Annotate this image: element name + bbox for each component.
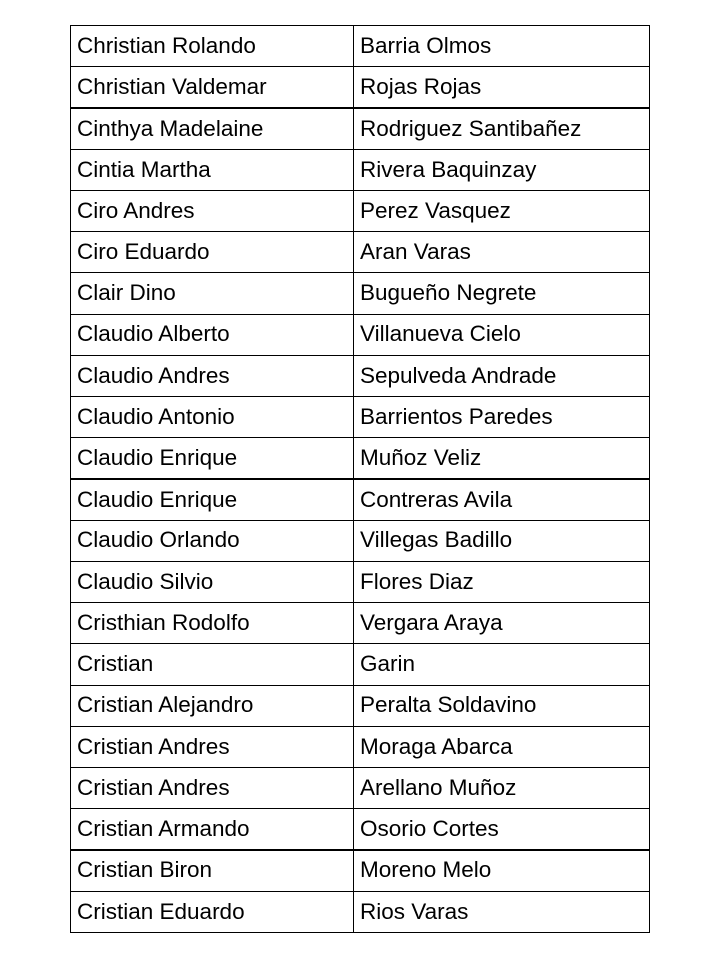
last-names-cell: Aran Varas: [354, 232, 650, 273]
last-names-cell: Moreno Melo: [354, 850, 650, 891]
last-names-cell: Barrientos Paredes: [354, 396, 650, 437]
first-names-cell: Claudio Orlando: [71, 520, 354, 561]
table-row: [71, 149, 650, 190]
table-row: [71, 479, 650, 520]
first-names-cell: Cristian: [71, 644, 354, 685]
first-names-cell: Claudio Andres: [71, 355, 354, 396]
first-names-cell: Claudio Alberto: [71, 314, 354, 355]
last-names-cell: Rivera Baquinzay: [354, 149, 650, 190]
first-names-cell: Ciro Eduardo: [71, 232, 354, 273]
table-row: [71, 26, 650, 67]
first-names-cell: Cristhian Rodolfo: [71, 603, 354, 644]
last-names-cell: Muñoz Veliz: [354, 438, 650, 479]
first-names-cell: Ciro Andres: [71, 190, 354, 231]
table-row: [71, 685, 650, 726]
last-names-cell: Rodriguez Santibañez: [354, 108, 650, 149]
last-names-cell: Moraga Abarca: [354, 726, 650, 767]
table-row: [71, 809, 650, 850]
first-names-cell: Claudio Enrique: [71, 479, 354, 520]
first-names-cell: Cristian Eduardo: [71, 891, 354, 932]
table-row: [71, 438, 650, 479]
first-names-cell: Cristian Andres: [71, 767, 354, 808]
first-names-cell: Christian Valdemar: [71, 67, 354, 108]
first-names-cell: Cristian Alejandro: [71, 685, 354, 726]
table-row: [71, 767, 650, 808]
last-names-cell: Bugueño Negrete: [354, 273, 650, 314]
last-names-cell: Barria Olmos: [354, 26, 650, 67]
first-names-cell: Cristian Biron: [71, 850, 354, 891]
first-names-cell: Cristian Armando: [71, 809, 354, 850]
last-names-cell: Arellano Muñoz: [354, 767, 650, 808]
first-names-cell: Cinthya Madelaine: [71, 108, 354, 149]
last-names-cell: Vergara Araya: [354, 603, 650, 644]
table-row: [71, 108, 650, 149]
table-row: [71, 850, 650, 891]
last-names-cell: Rojas Rojas: [354, 67, 650, 108]
first-names-cell: Cintia Martha: [71, 149, 354, 190]
first-names-cell: Claudio Antonio: [71, 396, 354, 437]
names-sheet: [70, 25, 649, 933]
table-row: [71, 726, 650, 767]
table-row: [71, 232, 650, 273]
last-names-cell: Garin: [354, 644, 650, 685]
table-row: [71, 273, 650, 314]
last-names-cell: Villanueva Cielo: [354, 314, 650, 355]
names-table: [70, 25, 650, 933]
first-names-cell: Clair Dino: [71, 273, 354, 314]
table-row: [71, 561, 650, 602]
table-row: [71, 314, 650, 355]
last-names-cell: Rios Varas: [354, 891, 650, 932]
first-names-cell: Christian Rolando: [71, 26, 354, 67]
table-row: [71, 355, 650, 396]
names-table-body: [71, 26, 650, 933]
table-row: [71, 396, 650, 437]
last-names-cell: Peralta Soldavino: [354, 685, 650, 726]
last-names-cell: Perez Vasquez: [354, 190, 650, 231]
last-names-cell: Osorio Cortes: [354, 809, 650, 850]
table-row: [71, 520, 650, 561]
first-names-cell: Claudio Silvio: [71, 561, 354, 602]
table-row: [71, 603, 650, 644]
first-names-cell: Claudio Enrique: [71, 438, 354, 479]
last-names-cell: Sepulveda Andrade: [354, 355, 650, 396]
last-names-cell: Villegas Badillo: [354, 520, 650, 561]
last-names-cell: Flores Diaz: [354, 561, 650, 602]
table-row: [71, 67, 650, 108]
table-row: [71, 644, 650, 685]
last-names-cell: Contreras Avila: [354, 479, 650, 520]
first-names-cell: Cristian Andres: [71, 726, 354, 767]
table-row: [71, 190, 650, 231]
table-row: [71, 891, 650, 932]
